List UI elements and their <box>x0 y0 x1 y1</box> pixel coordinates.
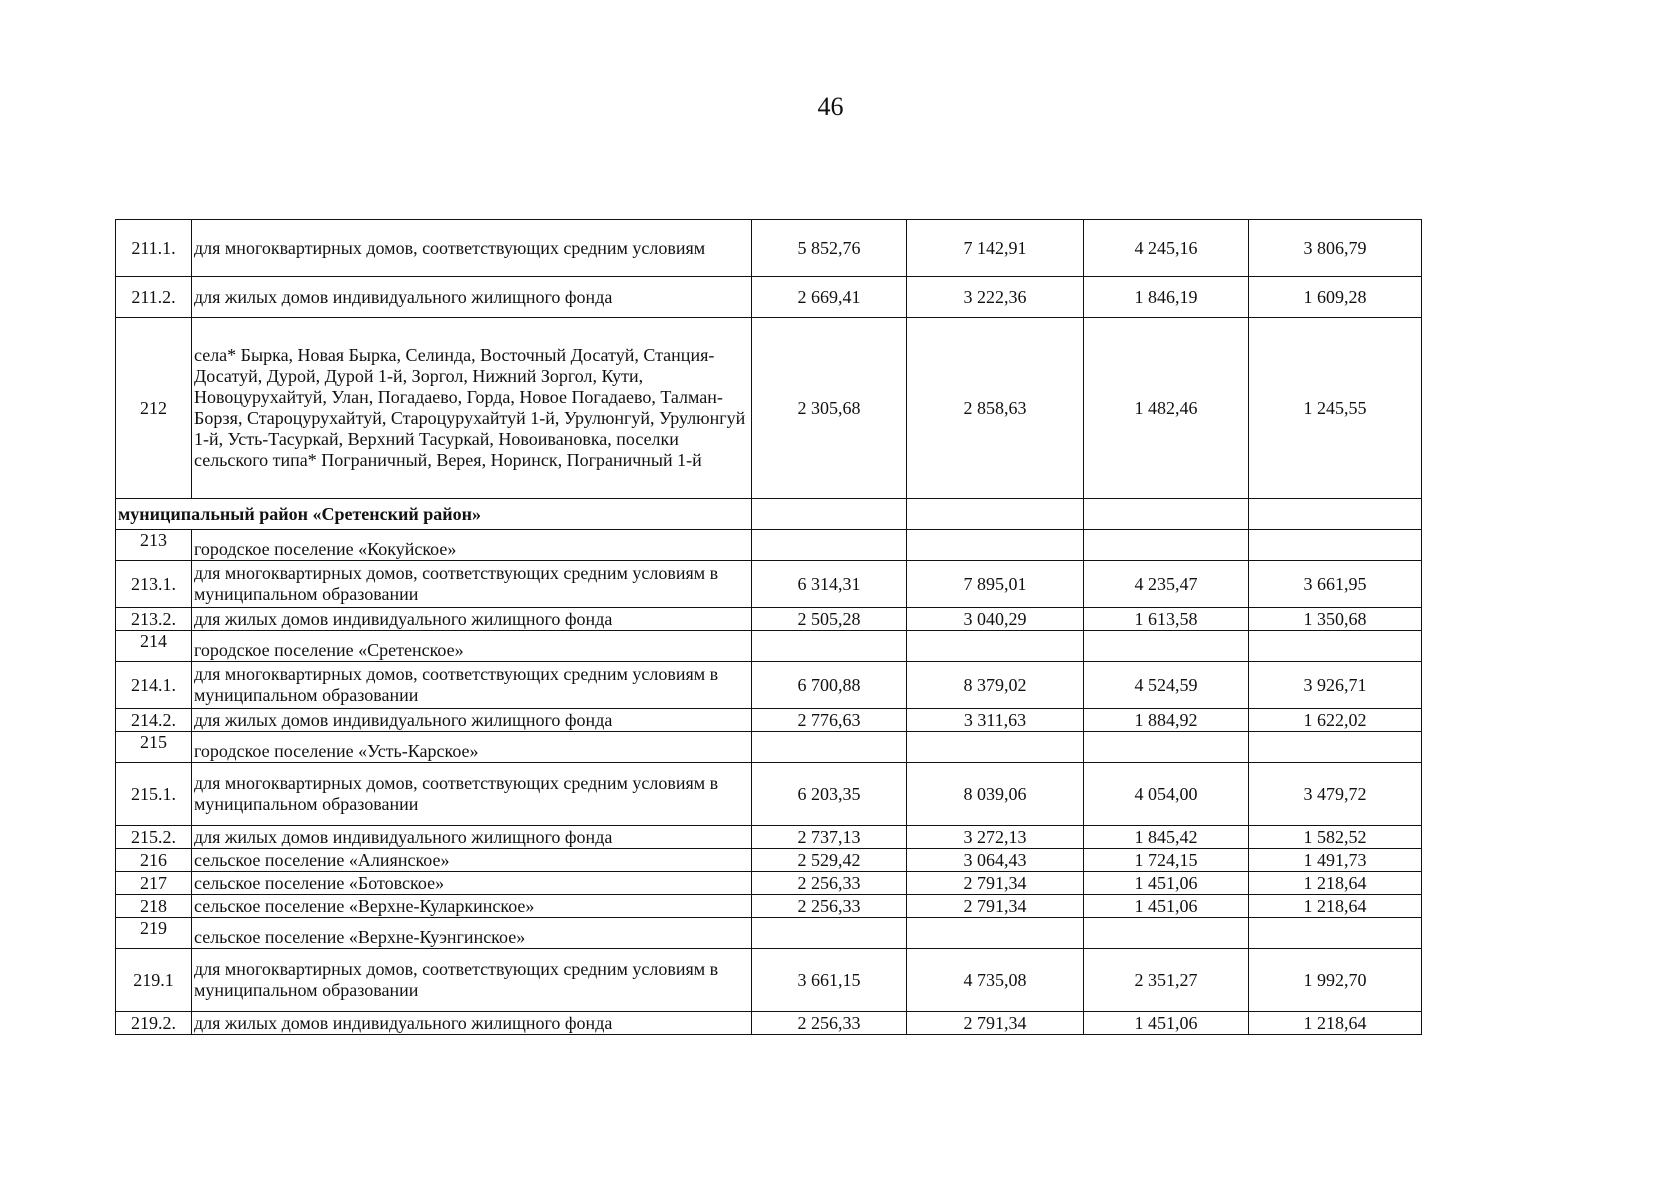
section-header-row <box>116 499 1422 530</box>
row-description: для многоквартирных домов, соответствующих средним условиям <box>192 220 752 277</box>
row-value-2 <box>907 530 1084 561</box>
table-row <box>116 1012 1422 1035</box>
row-number: 215 <box>116 732 192 763</box>
table-row <box>116 849 1422 872</box>
row-value-1: 2 305,68 <box>752 318 907 499</box>
row-value-3: 4 054,00 <box>1084 763 1249 826</box>
row-description: для многоквартирных домов, соответствующих средним условиям в муниципальном образовании <box>192 561 752 608</box>
table-row <box>116 631 1422 662</box>
row-value-1 <box>752 732 907 763</box>
table-row <box>116 318 1422 499</box>
row-description: села* Бырка, Новая Бырка, Селинда, Восточный Досатуй, Станция-Досатуй, Дурой, Дурой 1-й, Зоргол, Нижний Зоргол, Кути, Новоцурухайтуй, Улан, Погадаево, Горда, Новое Погадаево, Талман-Борзя, Староцурухайтуй, Староцурухайтуй 1-й, Урулюнгуй, Урулюнгуй 1-й, Усть-Тасуркай, Верхний Тасуркай, Новоивановка, поселки сельского типа* Пограничный, Верея, Норинск, Пограничный 1-й <box>192 318 752 499</box>
row-value-4: 1 491,73 <box>1249 849 1422 872</box>
tariff-table <box>115 219 1422 1035</box>
row-description: сельское поселение «Ботовское» <box>192 872 752 895</box>
row-value-1: 2 529,42 <box>752 849 907 872</box>
row-value-1: 2 505,28 <box>752 608 907 631</box>
page-number: 46 <box>817 92 844 121</box>
table-row <box>116 608 1422 631</box>
row-value-4 <box>1249 732 1422 763</box>
row-description: городское поселение «Усть-Карское» <box>192 732 752 763</box>
row-value-3: 1 724,15 <box>1084 849 1249 872</box>
table-row <box>116 561 1422 608</box>
row-value-2 <box>907 732 1084 763</box>
row-number: 215.2. <box>116 826 192 849</box>
row-value-2: 4 735,08 <box>907 949 1084 1012</box>
row-value-1: 2 776,63 <box>752 709 907 732</box>
row-value-2: 2 791,34 <box>907 872 1084 895</box>
row-value-4 <box>1249 918 1422 949</box>
row-description: сельское поселение «Алиянское» <box>192 849 752 872</box>
table-row <box>116 732 1422 763</box>
row-value-1: 3 661,15 <box>752 949 907 1012</box>
table-row <box>116 918 1422 949</box>
row-value-3: 4 235,47 <box>1084 561 1249 608</box>
row-value-2 <box>907 631 1084 662</box>
row-number: 211.1. <box>116 220 192 277</box>
row-value-2: 8 379,02 <box>907 662 1084 709</box>
row-value-3 <box>1084 530 1249 561</box>
row-value-3: 1 613,58 <box>1084 608 1249 631</box>
row-value-4 <box>1249 631 1422 662</box>
row-value-2: 3 222,36 <box>907 277 1084 318</box>
row-value-4: 1 245,55 <box>1249 318 1422 499</box>
row-value-2: 7 895,01 <box>907 561 1084 608</box>
row-number: 219.2. <box>116 1012 192 1035</box>
row-description: для многоквартирных домов, соответствующих средним условиям в муниципальном образовании <box>192 763 752 826</box>
row-value-2: 3 064,43 <box>907 849 1084 872</box>
row-number: 213.2. <box>116 608 192 631</box>
table-row <box>116 895 1422 918</box>
row-value-2: 3 272,13 <box>907 826 1084 849</box>
row-value-4: 1 350,68 <box>1249 608 1422 631</box>
row-value-1: 2 256,33 <box>752 1012 907 1035</box>
row-value-1 <box>752 918 907 949</box>
row-description: городское поселение «Сретенское» <box>192 631 752 662</box>
row-value-2: 2 791,34 <box>907 1012 1084 1035</box>
row-value-2 <box>907 918 1084 949</box>
row-description: для жилых домов индивидуального жилищного фонда <box>192 709 752 732</box>
table-row <box>116 949 1422 1012</box>
row-value-1 <box>752 631 907 662</box>
row-value-4 <box>1249 499 1422 530</box>
row-number: 213 <box>116 530 192 561</box>
row-value-1: 2 256,33 <box>752 872 907 895</box>
row-value-4: 3 661,95 <box>1249 561 1422 608</box>
row-number: 212 <box>116 318 192 499</box>
row-description: сельское поселение «Верхне-Куларкинское» <box>192 895 752 918</box>
row-value-2: 2 791,34 <box>907 895 1084 918</box>
row-description: для многоквартирных домов, соответствующих средним условиям в муниципальном образовании <box>192 662 752 709</box>
row-number: 213.1. <box>116 561 192 608</box>
table-row <box>116 709 1422 732</box>
row-value-4: 1 582,52 <box>1249 826 1422 849</box>
row-description: для многоквартирных домов, соответствующих средним условиям в муниципальном образовании <box>192 949 752 1012</box>
row-number: 214 <box>116 631 192 662</box>
row-value-4: 1 218,64 <box>1249 895 1422 918</box>
row-description: для жилых домов индивидуального жилищного фонда <box>192 277 752 318</box>
row-value-3: 1 845,42 <box>1084 826 1249 849</box>
row-value-3: 4 524,59 <box>1084 662 1249 709</box>
row-value-1: 5 852,76 <box>752 220 907 277</box>
row-value-4: 3 926,71 <box>1249 662 1422 709</box>
row-value-4: 1 218,64 <box>1249 1012 1422 1035</box>
row-value-1: 6 700,88 <box>752 662 907 709</box>
section-title: муниципальный район «Сретенский район» <box>116 499 752 530</box>
row-description: для жилых домов индивидуального жилищного фонда <box>192 608 752 631</box>
row-value-4: 1 992,70 <box>1249 949 1422 1012</box>
row-value-2: 3 040,29 <box>907 608 1084 631</box>
row-description: для жилых домов индивидуального жилищного фонда <box>192 826 752 849</box>
row-value-4: 1 609,28 <box>1249 277 1422 318</box>
row-description: городское поселение «Кокуйское» <box>192 530 752 561</box>
row-value-1 <box>752 530 907 561</box>
row-number: 214.2. <box>116 709 192 732</box>
row-number: 218 <box>116 895 192 918</box>
table-row <box>116 872 1422 895</box>
table-row <box>116 530 1422 561</box>
table-row <box>116 277 1422 318</box>
row-value-3: 1 451,06 <box>1084 872 1249 895</box>
table-row <box>116 662 1422 709</box>
row-number: 216 <box>116 849 192 872</box>
row-value-3 <box>1084 918 1249 949</box>
table-row <box>116 220 1422 277</box>
row-value-4: 1 218,64 <box>1249 872 1422 895</box>
row-value-2: 3 311,63 <box>907 709 1084 732</box>
row-value-3: 1 846,19 <box>1084 277 1249 318</box>
row-value-1 <box>752 499 907 530</box>
row-value-3: 1 451,06 <box>1084 895 1249 918</box>
table-row <box>116 826 1422 849</box>
row-value-4: 3 479,72 <box>1249 763 1422 826</box>
row-number: 214.1. <box>116 662 192 709</box>
row-value-1: 2 669,41 <box>752 277 907 318</box>
row-value-1: 2 737,13 <box>752 826 907 849</box>
row-number: 217 <box>116 872 192 895</box>
row-value-3 <box>1084 732 1249 763</box>
row-value-3: 1 482,46 <box>1084 318 1249 499</box>
row-value-3: 4 245,16 <box>1084 220 1249 277</box>
row-number: 215.1. <box>116 763 192 826</box>
table-row <box>116 763 1422 826</box>
row-value-3: 1 451,06 <box>1084 1012 1249 1035</box>
row-number: 219 <box>116 918 192 949</box>
row-value-1: 6 314,31 <box>752 561 907 608</box>
row-value-2: 7 142,91 <box>907 220 1084 277</box>
row-number: 211.2. <box>116 277 192 318</box>
row-value-4 <box>1249 530 1422 561</box>
row-description: для жилых домов индивидуального жилищного фонда <box>192 1012 752 1035</box>
row-value-4: 3 806,79 <box>1249 220 1422 277</box>
row-value-2 <box>907 499 1084 530</box>
row-value-2: 2 858,63 <box>907 318 1084 499</box>
row-value-1: 6 203,35 <box>752 763 907 826</box>
row-number: 219.1 <box>116 949 192 1012</box>
row-value-3 <box>1084 631 1249 662</box>
row-value-3: 2 351,27 <box>1084 949 1249 1012</box>
row-description: сельское поселение «Верхне-Куэнгинское» <box>192 918 752 949</box>
row-value-4: 1 622,02 <box>1249 709 1422 732</box>
row-value-3: 1 884,92 <box>1084 709 1249 732</box>
row-value-1: 2 256,33 <box>752 895 907 918</box>
row-value-2: 8 039,06 <box>907 763 1084 826</box>
row-value-3 <box>1084 499 1249 530</box>
